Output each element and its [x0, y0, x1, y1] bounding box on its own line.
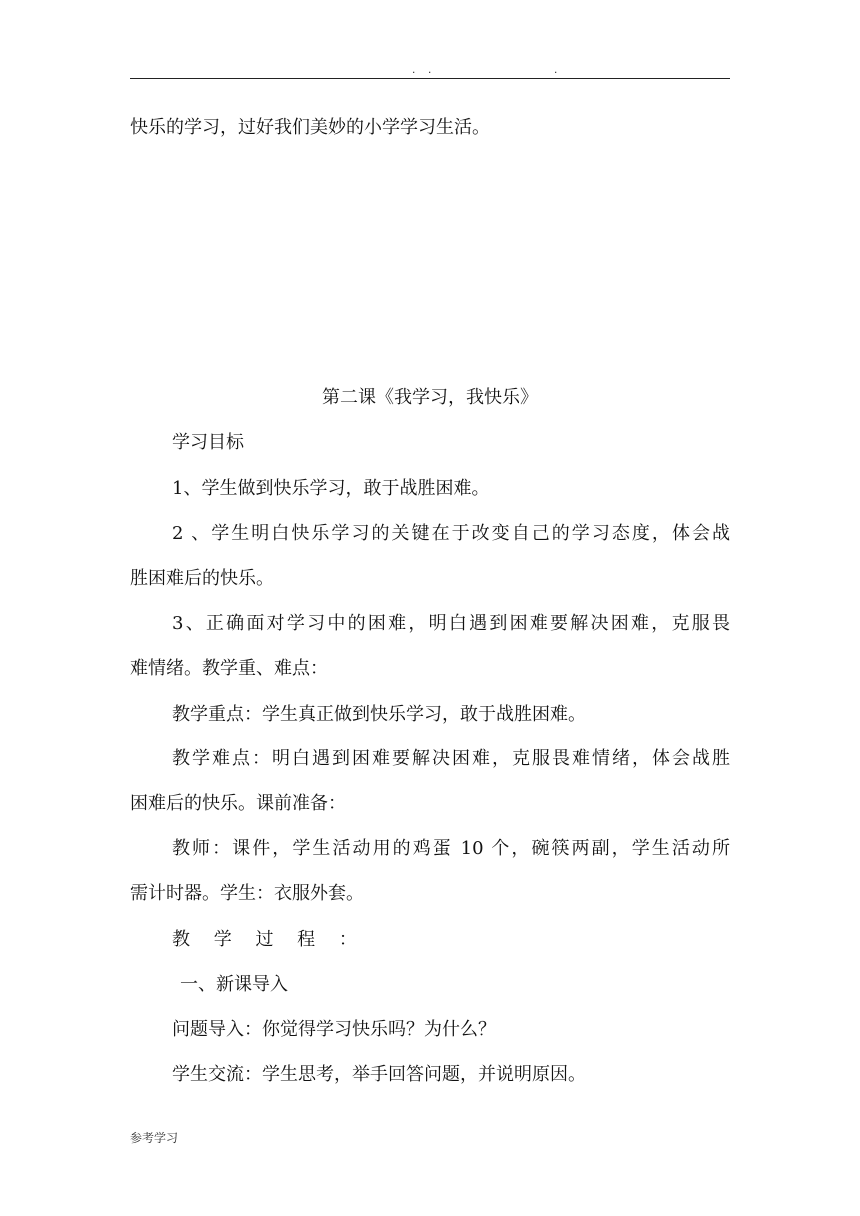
header-dot: . [554, 62, 558, 76]
section-one-heading: 一、新课导入 [180, 974, 288, 995]
goal-item-3: 3、正确面对学习中的困难，明白遇到困难要解决困难，克服畏 [172, 613, 730, 634]
goal-item-1: 1、学生做到快乐学习，敢于战胜困难。 [172, 478, 490, 499]
lesson-title: 第二课《我学习，我快乐》 [322, 387, 538, 408]
header-dot: . [412, 62, 416, 76]
section-heading: 学习目标 [172, 432, 244, 453]
header-dot: . [428, 62, 432, 76]
goal-item-2-continued: 胜困难后的快乐。 [130, 568, 274, 589]
question-intro: 问题导入：你觉得学习快乐吗？为什么？ [172, 1019, 496, 1040]
header-rule [130, 78, 730, 79]
paragraph-line: 快乐的学习，过好我们美妙的小学学习生活。 [130, 117, 490, 138]
teacher-prep-continued: 需计时器。学生：衣服外套。 [130, 883, 364, 904]
process-heading: 教 学 过 程 ： [172, 929, 366, 950]
difficult-point-continued: 困难后的快乐。课前准备： [130, 793, 346, 814]
header-dots [130, 62, 730, 76]
key-point: 教学重点：学生真正做到快乐学习，敢于战胜困难。 [172, 704, 586, 725]
footer-text: 参考学习 [130, 1131, 179, 1145]
difficult-point: 教学难点：明白遇到困难要解决困难，克服畏难情绪，体会战胜 [172, 748, 730, 769]
student-exchange: 学生交流：学生思考，举手回答问题，并说明原因。 [172, 1064, 586, 1085]
goal-item-2: 2 、学生明白快乐学习的关键在于改变自己的学习态度，体会战 [172, 523, 730, 544]
teacher-prep: 教师：课件，学生活动用的鸡蛋 10 个，碗筷两副，学生活动所 [172, 838, 730, 859]
goal-item-3-continued: 难情绪。教学重、难点： [130, 658, 328, 679]
